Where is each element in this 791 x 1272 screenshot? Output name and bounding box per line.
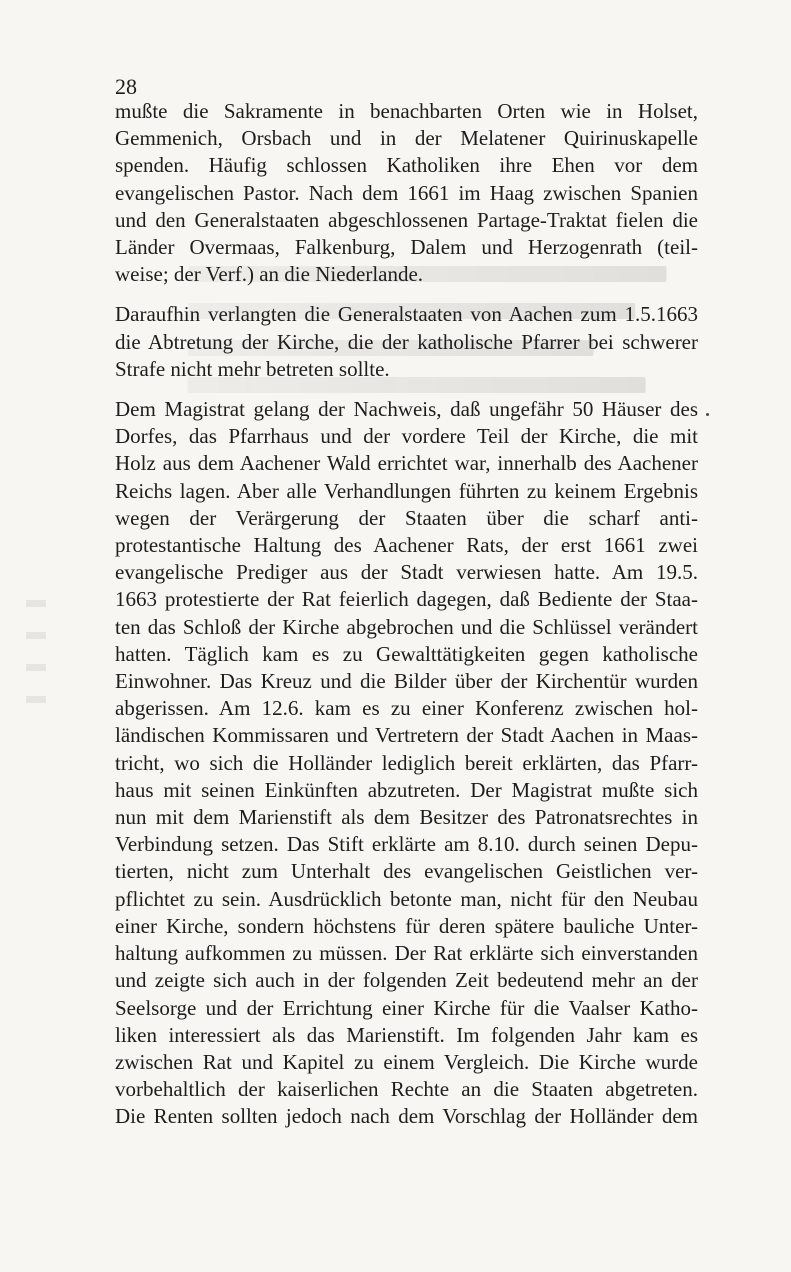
text-line: evangelische Prediger aus der Stadt verwiesen hatte. Am 19.5.	[115, 560, 698, 585]
text-line: mußte die Sakramente in benachbarten Orten wie in Holset,	[115, 99, 698, 123]
text-line: weise; der Verf.) an die Niederlande.	[115, 262, 424, 287]
body-text	[115, 98, 698, 1131]
margin-mark	[26, 632, 46, 639]
text-line: Länder Overmaas, Falkenburg, Dalem und Herzogenrath (teil-	[115, 235, 698, 260]
paragraph	[115, 98, 698, 288]
text-line: abgerissen. Am 12.6. kam es zu einer Konferenz zwischen hol-	[115, 696, 698, 721]
text-line: wegen der Verärgerung der Staaten über die scharf anti-	[115, 505, 698, 530]
text-line: haus mit seinen Einkünften abzutreten. Der Magistrat mußte sich	[115, 777, 698, 802]
margin-mark	[26, 600, 46, 607]
text-line: vorbehaltlich der kaiserlichen Rechte an die Staaten abgetreten.	[115, 1077, 698, 1102]
text-line: Reichs lagen. Aber alle Verhandlungen führten zu keinem Ergebnis	[115, 478, 698, 503]
paragraph	[115, 396, 698, 1130]
text-line: ländischen Kommissaren und Vertretern der Stadt Aachen in Maas-	[115, 723, 698, 748]
text-line: Dem Magistrat gelang der Nachweis, daß ungefähr 50 Häuser des	[115, 397, 698, 422]
text-line: Holz aus dem Aachener Wald errichtet war, innerhalb des Aachener	[115, 451, 698, 476]
text-line: tricht, wo sich die Holländer lediglich bereit erklärten, das Pfarr-	[115, 750, 698, 775]
text-line: Die Renten sollten jedoch nach dem Vorschlag der Holländer dem	[115, 1104, 698, 1129]
text-line: ten das Schloß der Kirche abgebrochen und die Schlüssel verändert	[115, 614, 698, 639]
text-line: pflichtet zu sein. Ausdrücklich betonte man, nicht für den Neubau	[115, 886, 698, 911]
text-line: tierten, nicht zum Unterhalt des evangelischen Geistlichen ver-	[115, 859, 698, 884]
margin-mark	[26, 696, 46, 703]
text-line: Dorfes, das Pfarrhaus und der vordere Teil der Kirche, die mit	[115, 424, 698, 449]
text-line: Daraufhin verlangten die Generalstaaten von Aachen zum 1.5.1663	[115, 302, 698, 327]
text-line: Seelsorge und der Errichtung einer Kirche für die Vaalser Katho-	[115, 995, 698, 1020]
margin-mark	[26, 664, 46, 671]
paragraph	[115, 301, 698, 383]
text-line: nun mit dem Marienstift als dem Besitzer des Patronatsrechtes in	[115, 805, 698, 830]
text-line: die Abtretung der Kirche, die der katholische Pfarrer bei schwerer	[115, 329, 698, 354]
text-line: haltung aufkommen zu müssen. Der Rat erklärte sich einverstanden	[115, 941, 698, 966]
text-line: Strafe nicht mehr betreten sollte.	[115, 356, 390, 381]
text-line: spenden. Häufig schlossen Katholiken ihre Ehen vor dem	[115, 153, 698, 178]
page-number: 28	[115, 74, 137, 99]
text-line: hatten. Täglich kam es zu Gewalttätigkeiten gegen katholische	[115, 641, 698, 666]
text-line: 1663 protestierte der Rat feierlich dagegen, daß Bediente der Staa-	[115, 587, 698, 612]
text-line: einer Kirche, sondern höchstens für deren spätere bauliche Unter-	[115, 913, 698, 938]
paper-speck	[706, 413, 709, 416]
text-line: Verbindung setzen. Das Stift erklärte am 8.10. durch seinen Depu-	[115, 832, 698, 857]
text-line: Gemmenich, Orsbach und in der Melatener Quirinuskapelle	[115, 126, 698, 151]
text-line: und den Generalstaaten abgeschlossenen Partage-Traktat fielen die	[115, 207, 698, 232]
text-line: zwischen Rat und Kapitel zu einem Vergleich. Die Kirche wurde	[115, 1049, 698, 1074]
text-line: evangelischen Pastor. Nach dem 1661 im Haag zwischen Spanien	[115, 180, 698, 205]
text-line: und zeigte sich auch in der folgenden Zeit bedeutend mehr an der	[115, 968, 698, 993]
margin-marks	[20, 600, 52, 740]
text-line: protestantische Haltung des Aachener Rats, der erst 1661 zwei	[115, 533, 698, 558]
text-line: liken interessiert als das Marienstift. Im folgenden Jahr kam es	[115, 1022, 698, 1047]
text-line: Einwohner. Das Kreuz und die Bilder über der Kirchentür wurden	[115, 669, 698, 694]
